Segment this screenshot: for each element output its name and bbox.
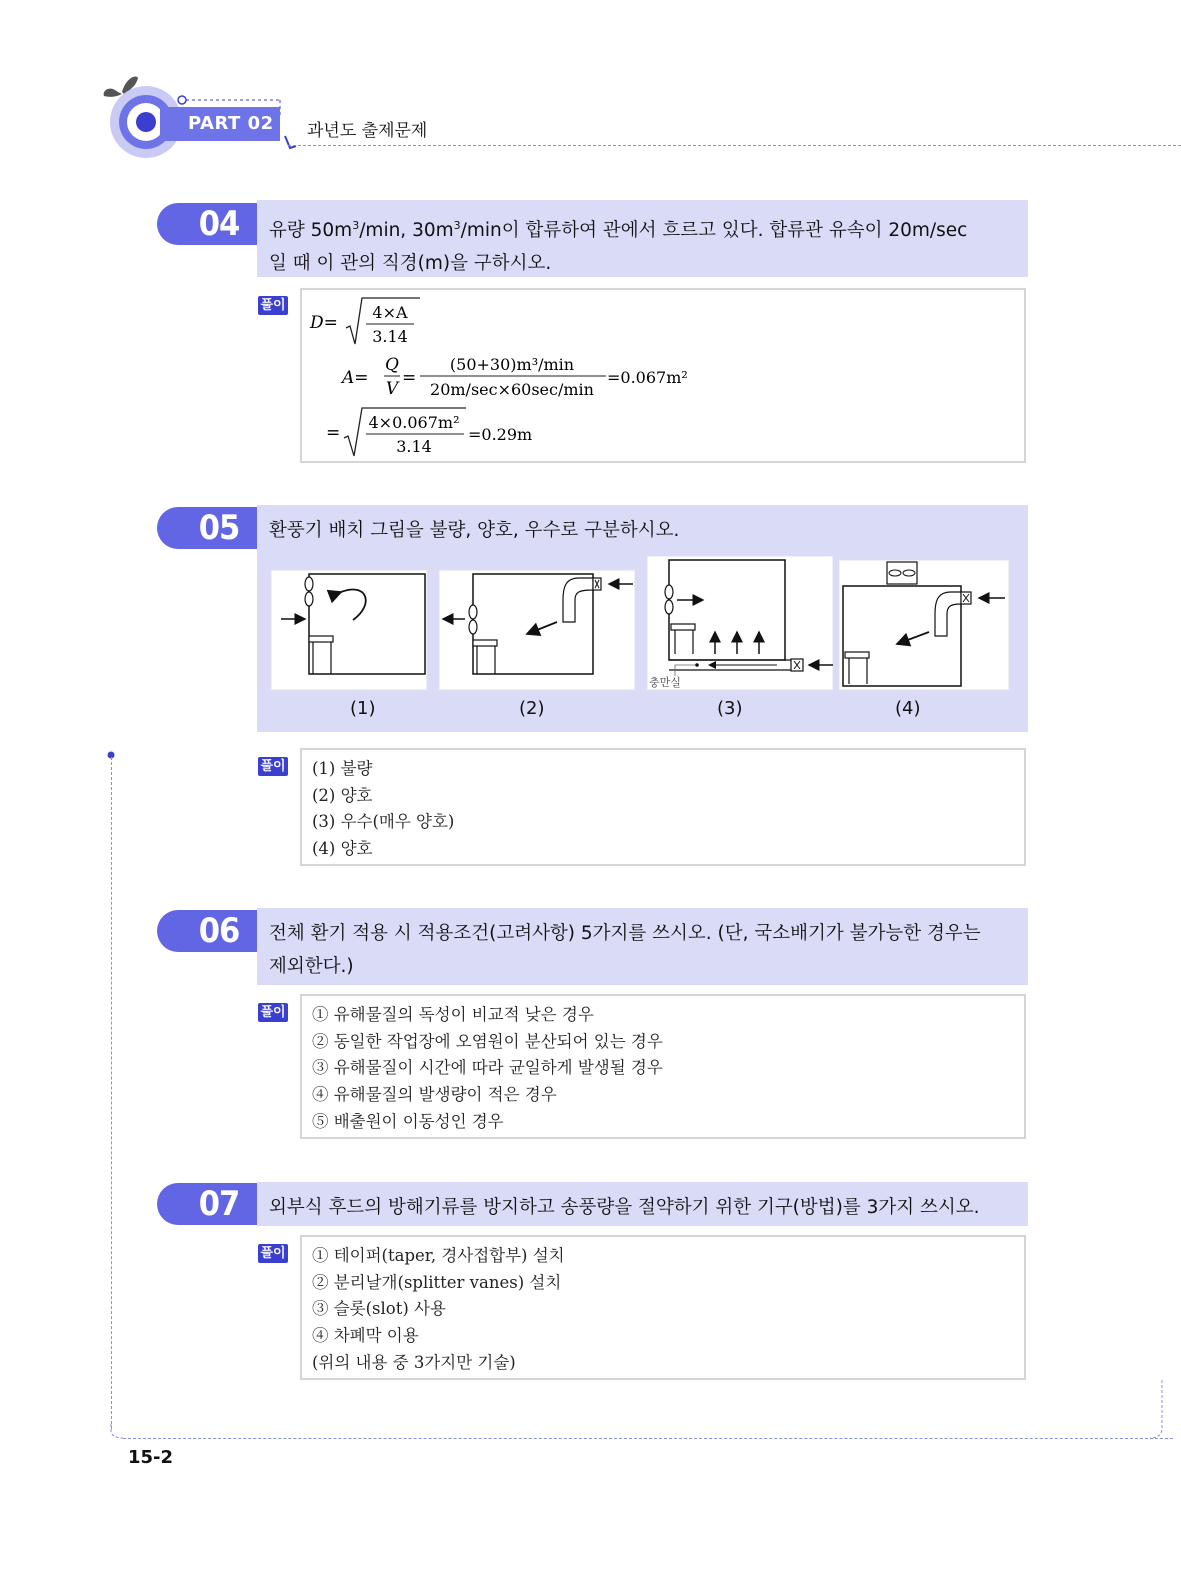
eq2-numerator: (50+30)m³/min <box>449 355 575 374</box>
question-05-text: 환풍기 배치 그림을 불량, 양호, 우수로 구분하시오. <box>269 520 680 541</box>
q04-sup1: 3 <box>352 219 360 232</box>
question-06-text <box>257 908 1028 985</box>
side-divider <box>111 757 112 1429</box>
question-07-text: 외부식 후드의 방해기류를 방지하고 송풍량을 절약하기 위한 기구(방법)를 3가지 쓰시오. <box>269 1197 980 1218</box>
answer-05-item-1: (1) 불량 <box>312 759 373 778</box>
answer-07-box <box>300 1235 1026 1380</box>
answer-06-item-5: ⑤ 배출원이 이동성인 경우 <box>312 1111 504 1131</box>
q04-text-c: /min이 합류하여 관에서 흐르고 있다. 합류관 유속이 20m/sec <box>460 220 968 242</box>
section-title: 과년도 출제문제 <box>307 121 428 141</box>
fig3-room-label: 충만실 <box>649 676 681 689</box>
answer-badge-04: 풀이 <box>258 296 288 315</box>
answer-04-equations <box>302 290 1024 461</box>
figure-4 <box>839 560 1009 690</box>
question-06-line1: 전체 환기 적용 시 적용조건(고려사항) 5가지를 쓰시오. (단, 국소배기가 불가능한 경우는 <box>269 923 981 944</box>
figure-3 <box>647 556 833 690</box>
answer-07-item-2: ② 분리날개(splitter vanes) 설치 <box>312 1272 562 1292</box>
part-label: PART 02 <box>160 107 280 141</box>
figure-label-4: (4) <box>895 698 921 719</box>
answer-badge-06: 풀이 <box>258 1003 288 1022</box>
answer-badge-07: 풀이 <box>258 1244 288 1263</box>
answer-04-box <box>300 288 1026 463</box>
answer-07-note: (위의 내용 중 3가지만 기술) <box>312 1352 516 1372</box>
eq1-lhs: D= <box>310 313 338 333</box>
answer-07-item-3: ③ 슬롯(slot) 사용 <box>312 1299 446 1319</box>
question-06-line2: 제외한다.) <box>269 956 354 977</box>
figure-label-3: (3) <box>717 698 743 719</box>
answer-05-box <box>300 748 1026 866</box>
question-04-line2: 일 때 이 관의 직경(m)을 구하시오. <box>269 253 552 275</box>
eq3-denominator: 3.14 <box>396 437 432 456</box>
answer-07-item-4: ④ 차폐막 이용 <box>312 1326 419 1346</box>
answer-07-item-1: ① 테이퍼(taper, 경사접합부) 설치 <box>312 1246 565 1265</box>
ventilation-figures <box>257 552 1028 698</box>
answer-badge-05: 풀이 <box>258 757 288 776</box>
eq1-numerator: 4×A <box>372 303 408 322</box>
figure-1 <box>271 570 427 690</box>
answer-06-item-4: ④ 유해물질의 발생량이 적은 경우 <box>312 1085 557 1105</box>
answer-06-box <box>300 994 1026 1139</box>
question-number-05: 05 <box>157 507 257 549</box>
question-number-07: 07 <box>157 1183 257 1225</box>
answer-05-item-2: (2) 양호 <box>312 785 373 805</box>
eq3-numerator: 4×0.067m² <box>368 413 460 432</box>
eq3-lhs: = <box>326 423 341 443</box>
answer-05-item-3: (3) 우수(매우 양호) <box>312 812 455 832</box>
eq2-lhs: A= <box>342 368 369 388</box>
answer-06-item-2: ② 동일한 작업장에 오염원이 분산되어 있는 경우 <box>312 1031 663 1051</box>
figure-2 <box>439 570 635 690</box>
answer-06-item-1: ① 유해물질의 독성이 비교적 낮은 경우 <box>312 1005 594 1024</box>
q04-text-a: 유량 50m <box>269 220 353 242</box>
q04-sup2: 3 <box>453 219 461 232</box>
eq3-result: =0.29m <box>468 425 533 444</box>
header-divider <box>288 145 1181 146</box>
eq1-denominator: 3.14 <box>372 327 408 346</box>
eq2-v: V <box>385 379 399 399</box>
bottom-divider <box>123 1438 1173 1439</box>
figure-label-1: (1) <box>350 698 376 719</box>
eq2-denominator: 20m/sec×60sec/min <box>430 380 594 399</box>
answer-06-item-3: ③ 유해물질이 시간에 따라 균일하게 발생될 경우 <box>312 1058 663 1078</box>
page-number: 15-2 <box>128 1447 174 1468</box>
question-number-04: 04 <box>157 203 257 245</box>
answer-05-item-4: (4) 양호 <box>312 839 373 859</box>
question-number-06: 06 <box>157 910 257 952</box>
eq2-result: =0.067m² <box>607 368 688 387</box>
eq2-q: Q <box>385 355 399 375</box>
q04-text-b: /min, 30m <box>359 220 454 242</box>
question-04-text <box>257 200 1028 277</box>
figure-label-2: (2) <box>519 698 545 719</box>
question-04-line1 <box>269 209 1016 247</box>
bottom-left-corner <box>108 1424 128 1444</box>
eq2-equals: = <box>402 368 417 388</box>
question-07-box <box>257 1182 1028 1226</box>
bottom-right-corner <box>1150 1380 1181 1442</box>
